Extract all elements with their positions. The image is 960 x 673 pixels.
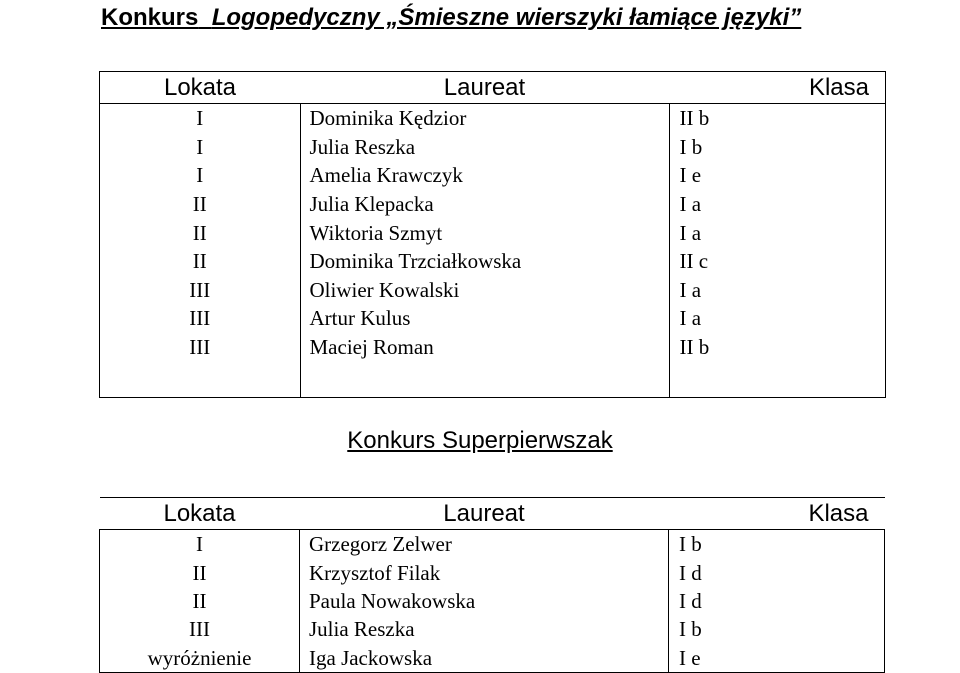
empty-cell (300, 361, 669, 398)
winner-cell: Julia Reszka (300, 133, 669, 162)
rank-cell: wyróżnienie (100, 644, 300, 673)
class-cell: I a (679, 277, 702, 302)
rank-cell: II (100, 190, 301, 219)
winner-cell: Julia Reszka (300, 615, 669, 643)
table-header-row (100, 498, 885, 530)
header-class: Klasa (808, 500, 869, 527)
table-row (100, 558, 885, 586)
contest1-title-italic: Logopedyczny „Śmieszne wierszyki łamiące języki” (211, 4, 802, 31)
winner-cell: Dominika Kędzior (300, 104, 669, 133)
contest2-title: Konkurs Superpierwszak (347, 427, 613, 454)
class-cell: I b (669, 530, 885, 559)
header-rank: Lokata (163, 500, 236, 527)
rank-cell: I (100, 161, 301, 190)
contest1-results-table (99, 71, 886, 398)
header-class: Klasa (808, 74, 869, 101)
rank-cell: III (100, 333, 301, 362)
winner-cell: Oliwier Kowalski (300, 276, 669, 305)
table-empty-row (100, 361, 886, 398)
table-row (100, 218, 886, 247)
contest2-results-table (99, 497, 885, 673)
class-cell: II b (679, 106, 710, 131)
winner-cell: Maciej Roman (300, 333, 669, 362)
contest1-title (101, 4, 801, 32)
class-cell: I e (669, 644, 885, 673)
empty-cell (669, 361, 886, 398)
table-row (100, 104, 886, 133)
class-cell: I e (679, 163, 702, 188)
table-row (100, 161, 886, 190)
winner-cell: Julia Klepacka (300, 190, 669, 219)
rank-cell: I (100, 104, 301, 133)
class-cell: I d (669, 558, 885, 586)
table-row (100, 644, 885, 673)
rank-cell: II (100, 587, 300, 615)
table-row (100, 304, 886, 333)
winner-cell: Iga Jackowska (300, 644, 669, 673)
rank-cell: I (100, 133, 301, 162)
table-row (100, 133, 886, 162)
winner-cell: Dominika Trzciałkowska (300, 247, 669, 276)
class-cell: I a (679, 220, 702, 245)
class-cell: II b (679, 335, 710, 360)
rank-cell: III (100, 304, 301, 333)
header-rank: Lokata (163, 74, 237, 101)
rank-cell: III (100, 276, 301, 305)
header-winner: Laureat (443, 74, 526, 101)
rank-cell: II (100, 558, 300, 586)
rank-cell: I (100, 530, 300, 559)
header-winner: Laureat (443, 500, 525, 527)
empty-cell (100, 361, 301, 398)
table-row (100, 587, 885, 615)
winner-cell: Amelia Krawczyk (300, 161, 669, 190)
rank-cell: II (100, 247, 301, 276)
table-row (100, 190, 886, 219)
winner-cell: Grzegorz Zelwer (300, 530, 669, 559)
winner-cell: Paula Nowakowska (300, 587, 669, 615)
winner-cell: Krzysztof Filak (300, 558, 669, 586)
table-row (100, 333, 886, 362)
rank-cell: II (100, 218, 301, 247)
contest1-title-prefix: Konkurs (101, 4, 199, 31)
rank-cell: III (100, 615, 300, 643)
class-cell: I d (669, 587, 885, 615)
class-cell: I b (679, 134, 703, 159)
class-cell: I a (679, 306, 702, 331)
table-row (100, 615, 885, 643)
winner-cell: Wiktoria Szmyt (300, 218, 669, 247)
table-row (100, 276, 886, 305)
table-row (100, 530, 885, 559)
table-header-row (100, 72, 886, 104)
class-cell: I a (679, 192, 702, 217)
winner-cell: Artur Kulus (300, 304, 669, 333)
class-cell: II c (679, 249, 709, 274)
class-cell: I b (669, 615, 885, 643)
table-row (100, 247, 886, 276)
